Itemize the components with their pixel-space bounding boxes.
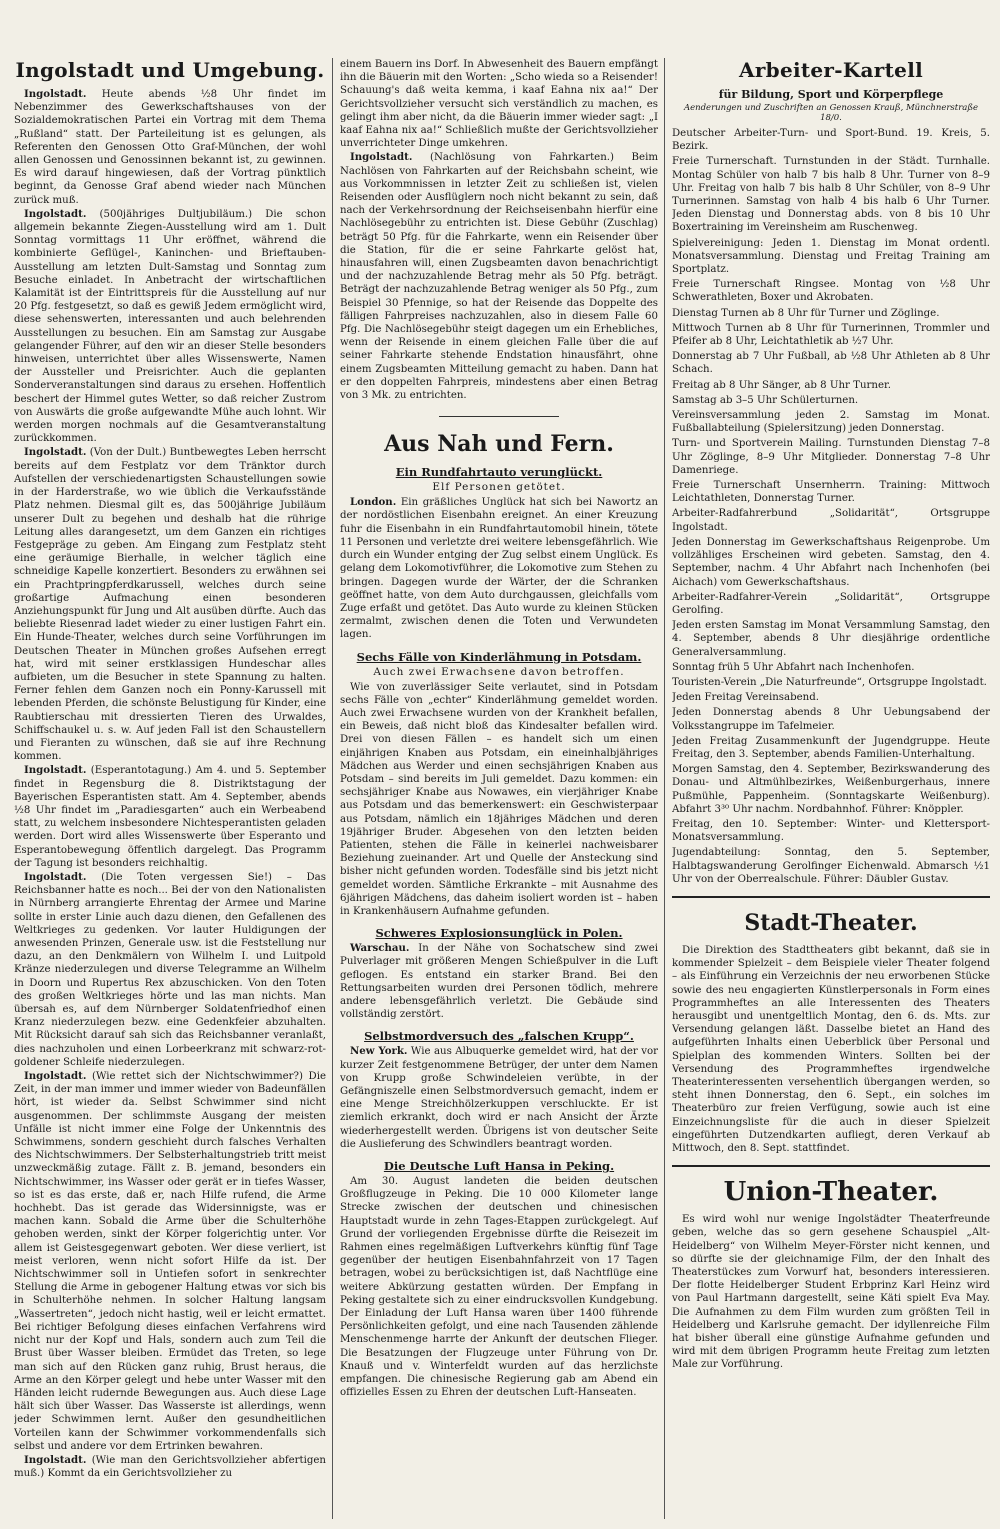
- article-body: Wie von zuverlässiger Seite verlautet, sind in Potsdam sechs Fälle von „echter“ Kinderlähmung gemeldet worden. Auch zwei Erwachsene wurden von der Krankheit befallen, ein Beweis, daß nicht bloß das Kindesalter befallen wird. Drei von diesen Fällen – es handelt sich um einen einjährigen Knaben aus Potsdam, ein eineinhalbjähriges Mädchen aus Werder und einen sechsjährigen Knaben aus Potsdam – sind bereits im Juli gemeldet. Dazu kommen: ein sechsjähriger Knabe aus Nowawes, ein vierjähriger Knabe aus Potsdam und das bemerkenswert: ein Geschwisterpaar aus Potsdam, nämlich ein 18jähriges Mädchen und deren 19jähriger Bruder. Abgesehen von den letzten beiden Patienten, stehen die Fälle in keinerlei nachweisbarer Beziehung zueinander. Art und Quelle der Ansteckung sind bisher nicht gefunden worden. Todesfälle sind bis jetzt nicht gemeldet worden. Sämtliche Erkrankte – mit Ausnahme des 6jährigen Mädchens, das daheim isoliert worden ist – haben in Krankenhäusern Aufnahme gefunden.: [340, 681, 658, 917]
- article-paragraph: [340, 942, 658, 1021]
- club-entry: Morgen Samstag, den 4. September, Bezirkswanderung des Donau- und Altmühlbezirkes, Weißenburgerhaus, innere Pußmühle, Pappenheim. (Sonntagskarte Weißenburg). Abfahrt 3³⁰ Uhr nachm. Nordbahnhof. Führer: Knöppler.: [672, 764, 990, 815]
- article-body: (Nachlösung von Fahrkarten.) Beim Nachlösen von Fahrkarten auf der Reichsbahn scheint, wie aus Vorkommnissen in letzter Zeit zu schließen ist, vielen Reisenden oder Ausflüglern noch nicht bekannt zu sein, daß nach der Verkehrsordnung der Reichseisenbahn hierfür eine Nachlösegebühr zu entrichten ist. Diese Gebühr (Zuschlag) beträgt 50 Pfg. für die Fahrkarte, wenn ein Reisender über die Station, für die er seine Fahrkarte gelöst hat, hinausfahren will, einen Zugsbeamten davon benachrichtigt und der nachzuzahlende Betrag mehr als 50 Pfg. beträgt. Beträgt der nachzuzahlende Betrag weniger als 50 Pfg., zum Beispiel 30 Pfennige, so hat der Reisende das Doppelte des fälligen Fahrpreises nachzuzahlen, also in diesem Falle 60 Pfg. Die Nachlösegebühr steigt dagegen um ein Erhebliches, wenn der Reisende in einem gleichen Falle über die auf seiner Fahrkarte stehende Endstation hinausfährt, ohne einem Zugsbeamten Mitteilung gemacht zu haben. Dann hat er den doppelten Fahrpreis, mindestens aber einen Betrag von 3 Mk. zu entrichten.: [340, 152, 658, 402]
- stadt-theater-box: [672, 896, 990, 1155]
- club-entry: Freie Turnerschaft. Turnstunden in der Städt. Turnhalle. Montag Schüler von halb 7 bis halb 8 Uhr. Turner von 8–9 Uhr. Freitag von halb 7 bis halb 8 Uhr Schüler, von 8–9 Uhr Turnerinnen. Samstag von halb 4 bis halb 6 Uhr Turner. Jeden Dienstag und Donnerstag abds. von 8 bis 10 Uhr Boxertraining im Vereinsheim am Ruschenweg.: [672, 156, 990, 234]
- club-entry: Mittwoch Turnen ab 8 Uhr für Turnerinnen, Trommler und Pfeifer ab 8 Uhr, Leichtathletik ab ½7 Uhr.: [672, 322, 990, 348]
- club-entry: Freitag, den 10. September: Winter- und Klettersport-Monatsversammlung.: [672, 818, 990, 844]
- article-lead: Ingolstadt.: [24, 446, 87, 459]
- article-title: Die Deutsche Luft Hansa in Peking.: [383, 1159, 615, 1174]
- club-entry: Vereinsversammlung jeden 2. Samstag im Monat. Fußballabteilung (Spielersitzung) jeden Donnerstag.: [672, 410, 990, 435]
- club-entry: Jeden ersten Samstag im Monat Versammlung Samstag, den 4. September, abends 8 Uhr diesjährige ordentliche Generalversammlung.: [672, 620, 990, 658]
- local-news-item: [14, 1454, 326, 1480]
- article-subtitle: Auch zwei Erwachsene davon betroffen.: [373, 665, 625, 678]
- club-entry: Arbeiter-Radfahrer-Verein „Solidarität“, Ortsgruppe Gerolfing.: [672, 591, 990, 616]
- club-entry: Deutscher Arbeiter-Turn- und Sport-Bund. 19. Kreis, 5. Bezirk.: [672, 128, 990, 153]
- section-heading-union-theater: Union-Theater.: [723, 1177, 939, 1208]
- article-body: In der Nähe von Sochatschew sind zwei Pulverlager mit größeren Mengen Schießpulver in die Luft geflogen. Es entstand ein starker Brand. Bei den Rettungsarbeiten wurden drei Personen tödlich, mehrere andere lebensgefährlich verletzt. Die Gebäude sind vollständig zerstört.: [340, 943, 658, 1021]
- club-entry: Jugendabteilung: Sonntag, den 5. September, Halbtagswanderung Gerolfinger Eichenwald. Abmarsch ½1 Uhr von der Oberrealschule. Führer: Däubler Gustav.: [672, 847, 990, 885]
- article-body: Heute abends ½8 Uhr findet im Nebenzimmer des Gewerkschaftshauses von der Sozialdemokratischen Partei ein Vortrag mit dem Thema „Rußland“ statt. Der Parteileitung ist es gelungen, als Referenten den Genossen Otto Graf-München, der wohl allen Genossen und Genossinnen bekannt ist, zu gewinnen. Es wird darauf hingewiesen, daß der Vortrag pünktlich beginnt, da Genosse Graf abend wieder nach München zurück muß.: [14, 89, 326, 206]
- club-entry: Spielvereinigung: Jeden 1. Dienstag im Monat ordentl. Monatsversammlung. Dienstag und Freitag Training am Sportplatz.: [672, 237, 990, 276]
- news-article-list: [340, 465, 658, 1399]
- article-body: Am 30. August landeten die beiden deutschen Großflugzeuge in Peking. Die 10 000 Kilometer lange Strecke zwischen der deutschen und chinesischen Hauptstadt wurde in zehn Tages-Etappen zurückgelegt. Auf Grund der vorliegenden Ergebnisse dürfte die Reisezeit im Rahmen eines regelmäßigen Luftverkehrs künftig fünf Tage gegenüber der heutigen Eisenbahnfahrzeit von 17 Tagen betragen, wobei zu berücksichtigen ist, daß Nachtflüge eine weitere Abkürzung gestatten würden. Der Empfang in Peking gestaltete sich zu einer eindrucksvollen Kundgebung. Der Einladung der Luft Hansa waren über 1400 führende Persönlichkeiten gefolgt, und eine nach Tausenden zählende Menschenmenge harrte der Ankunft der deutschen Flieger. Die Besatzungen der Flugzeuge unter Führung von Dr. Knauß und v. Winterfeldt wurden auf das herzlichste empfangen. Die chinesische Regierung gab am Abend ein offizielles Essen zu Ehren der deutschen Luft-Hanseaten.: [340, 1176, 658, 1399]
- club-entry: Jeden Freitag Zusammenkunft der Jugendgruppe. Heute Freitag, den 3. September, abends Familien-Unterhaltung.: [672, 735, 990, 760]
- club-entry: Freitag ab 8 Uhr Sänger, ab 8 Uhr Turner.: [672, 379, 891, 391]
- section-heading-arbeiter-kartell: Arbeiter-Kartell: [739, 58, 923, 82]
- article-paragraph: [340, 1045, 658, 1151]
- divider: [439, 416, 559, 417]
- local-news-item: [14, 1070, 326, 1453]
- club-entry: Freie Turnerschaft Ringsee. Montag von ½8 Uhr Schwerathleten, Boxer und Akrobaten.: [672, 279, 990, 304]
- article-fare: [340, 151, 658, 402]
- article-title: Ein Rundfahrtauto verunglückt.: [395, 465, 603, 480]
- union-theater-box: [672, 1165, 990, 1371]
- article-body: Ein gräßliches Unglück hat sich bei Nawortz an der nordöstlichen Eisenbahn ereignet. An einer Kreuzung fuhr die Eisenbahn in ein Rundfahrtautomobil hinein, tötete 11 Personen und verletzte drei weitere lebensgefährlich. Wie durch ein Wunder entging der Zug selbst einem Unglück. Es gelang dem Lokomotivführer, die Lokomotive zum Stehen zu bringen. Dagegen wurde der Wärter, der die Schranken geöffnet hatte, von dem Auto durchgaussen, gleichfalls vom Zuge erfaßt und getötet. Das Auto wurde zu kleinen Stücken zermalmt, zwischen denen die Toten und Verwundeten lagen.: [340, 497, 658, 641]
- club-entry: Turn- und Sportverein Mailing. Turnstunden Dienstag 7–8 Uhr Zöglinge, 8–9 Uhr Mitglieder. Donnerstag 7–8 Uhr Damenriege.: [672, 438, 990, 476]
- article-lead: Ingolstadt.: [24, 764, 87, 777]
- club-entry: Jeden Donnerstag im Gewerkschaftshaus Reigenprobe. Um vollzähliges Erscheinen wird gebeten. Samstag, den 4. September, nachm. 4 Uhr Abfahrt nach Inchenhofen (bei Aichach) vom Gewerkschaftshaus.: [672, 536, 990, 588]
- article-title: Schweres Explosionsunglück in Polen.: [375, 926, 623, 941]
- club-entry: Freie Turnerschaft Unsernherrn. Training: Mittwoch Leichtathleten, Donnerstag Turner.: [672, 480, 990, 505]
- article-lead: Ingolstadt.: [24, 207, 87, 220]
- article-body: (Wie rettet sich der Nichtschwimmer?) Die Zeit, in der man immer und immer wieder von Badeunfällen hört, ist wieder da. Selbst Schwimmer sind nicht ausgenommen. Der schlimmste Ausgang der meisten Unfälle ist nicht immer eine Folge der Unkenntnis des Schwimmens, sondern geschieht durch falsches Verhalten des Nichtschwimmers. Der Selbsterhaltungstrieb tritt meist unzweckmäßig zutage. Fällt z. B. jemand, besonders ein Nichtschwimmer, ins Wasser oder gerät er in tiefes Wasser, so ist es das erste, daß er, nach Hilfe rufend, die Arme hochhebt. Das ist gerade das Widersinnigste, was er machen kann. Sobald die Arme über die Schulterhöhe gehoben werden, sinkt der Körper folgerichtig unter. Vor allem ist Geistesgegenwart geboten. Wer diese verliert, ist meist verloren, wenn nicht sofort Hilfe da ist. Der Nichtschwimmer soll in Untiefen sofort in senkrechter Stellung die Arme in gebogener Haltung etwas vor sich bis in Schulterhöhe nehmen. In solcher Haltung langsam „Wassertreten“, jedoch nicht hastig, weil er leicht ermattet. Bei richtiger Befolgung dieses einfachen Verfahrens wird nicht nur der Kopf und Hals, sondern auch zum Teil die Brust über Wasser bleiben. Ermüdet das Treten, so lege man sich auf den Rücken ganz ruhig, Brust heraus, die Arme an den Körper gelegt und hebe unter Wasser mit den Händen leicht rudernde Bewegungen aus. Auch diese Lage hält sich über Wasser. Das Wasserste ist allerdings, wenn jeder Schwimmen lernt. Außer den gesundheitlichen Vorteilen kann der Schwimmer vorkommendenfalls sich selbst und andere vor dem Ertrinken bewahren.: [14, 1071, 326, 1452]
- article-body: (500jähriges Dultjubiläum.) Die schon allgemein bekannte Ziegen-Ausstellung wird am 1. Dult Sonntag vormittags 11 Uhr eröffnet, während die kombinierte Geflügel-, Kaninchen- und Brieftauben-Ausstellung am letzten Dult-Samstag und Sonntag zum Besuche einladet. In Anbetracht der wirtschaftlichen Kalamität ist der Eintrittspreis für die Ausstellung auf nur 20 Pfg. festgesetzt, so daß es gewiß Jedem ermöglicht wird, diese sehenswerten, interessanten und auch belehrenden Ausstellungen zu besuchen. Ein am Samstag zur Ausgabe gelangender Führer, auf den wir an dieser Stelle besonders hinweisen, unterrichtet über alles Wissenswerte, Namen der Aussteller und Preisrichter. Auch die geplanten Sonderveranstaltungen sind daraus zu ersehen. Hoffentlich beschert der Himmel gutes Wetter, so daß reicher Zustrom von Auswärts die große aufgewandte Mühe auch lohnt. Wir werden morgen nochmals auf die Gesamtveranstaltung zurückkommen.: [14, 208, 326, 445]
- column-local-news: [14, 58, 326, 1519]
- article-subtitle: Elf Personen getötet.: [432, 481, 566, 494]
- section-note: Aenderungen und Zuschriften an Genossen Krauß, Münchnerstraße 18/0.: [683, 103, 979, 123]
- section-subheading: für Bildung, Sport und Körperpflege: [718, 88, 944, 101]
- union-theater-text: Es wird wohl nur wenige Ingolstädter Theaterfreunde geben, welche das so gern gesehene Schauspiel „Alt-Heidelberg“ von Wilhelm Meyer-Förster nicht kennen, und so dürfte sie der gleichnamige Film, der den Inhalt des Theaterstückes zum Vorwurf hat, besonders interessieren. Der flotte Heidelberger Student Erbprinz Karl Heinz wird von Paul Hartmann dargestellt, seine Käti spielt Eva May. Die Aufnahmen zu dem Film wurden zum größten Teil in Heidelberg und Karlsruhe gemacht. Der idyllenreiche Film hat bisher überall eine günstige Aufnahme gefunden und wird mit dem übrigen Programm heute Freitag zum letzten Male zur Vorführung.: [672, 1214, 990, 1371]
- article-body: (Die Toten vergessen Sie!) – Das Reichsbanner hatte es noch... Bei der von den Nationalisten in Nürnberg arrangierte Ehrentag der Armee und Marine sollte in erster Linie auch dazu dienen, den Gefallenen des Weltkrieges zu gedenken. Vor lauter Huldigungen der anwesenden Prinzen, Generale usw. ist die Feststellung nur dazu, an den Denkmälern von Wilhelm I. und Luitpold Kränze niederzulegen und diverse Telegramme an Wilhelm in Doorn und Rupertus Rex abzuschicken. Von den Toten des großen Weltkrieges hörte und las man nichts. Man übersah es, auf dem Nürnberger Soldatenfriedhof einen Kranz niederzulegen bezw. eine Gedenkfeier abzuhalten. Mit Rücksicht darauf sah sich das Reichsbanner veranlaßt, dies nachzuholen und einen Lorbeerkranz mit schwarz-rot-goldener Schleife niederzulegen.: [14, 871, 326, 1068]
- club-entry: Donnerstag ab 7 Uhr Fußball, ab ½8 Uhr Athleten ab 8 Uhr Schach.: [672, 351, 990, 376]
- article-paragraph: [340, 496, 658, 641]
- section-heading-ingolstadt: Ingolstadt und Umgebung.: [15, 58, 325, 82]
- column-clubs-theater: [672, 58, 990, 1519]
- local-news-item: [14, 764, 326, 870]
- article-title: Selbstmordversuch des „falschen Krupp“.: [364, 1029, 634, 1044]
- column-news: [340, 58, 658, 1519]
- column-rule: [332, 58, 333, 1519]
- club-entry: Samstag ab 3–5 Uhr Schülerturnen.: [672, 394, 859, 406]
- continued-article: einem Bauern ins Dorf. In Abwesenheit des Bauern empfängt ihn die Bäuerin mit den Worten: „Scho wieda so a Reisender! Schauung's daß weita kemma, i kaaf Eahna nix aa!“ Der Gerichtsvollzieher versucht sich verständlich zu machen, es gelingt ihm aber nicht, da die Bäuerin immer wieder sagt: „I kaaf Eahna nix aa!“ Schließlich mußte der Gerichtsvollzieher unverrichteter Dinge umkehren.: [340, 59, 658, 150]
- club-entry: Arbeiter-Radfahrerbund „Solidarität“, Ortsgruppe Ingolstadt.: [672, 508, 990, 533]
- club-entry: Jeden Donnerstag abends 8 Uhr Uebungsabend der Volksstangruppe im Tafelmeier.: [672, 707, 990, 732]
- article-lead: New York.: [350, 1045, 408, 1058]
- article-lead: Ingolstadt.: [24, 1070, 87, 1083]
- local-news-list: [14, 88, 326, 1480]
- club-entry: Jeden Freitag Vereinsabend.: [672, 692, 819, 704]
- article-lead: Ingolstadt.: [24, 1453, 87, 1466]
- article-lead: Ingolstadt.: [24, 870, 87, 883]
- local-news-item: [14, 446, 326, 763]
- local-news-item: [14, 871, 326, 1069]
- article-lead: Ingolstadt.: [24, 88, 87, 100]
- article-lead: London.: [350, 496, 397, 509]
- article-body: (Wie man den Gerichtsvollzieher abfertigen muß.) Kommt da ein Gerichtsvollzieher zu: [14, 1454, 326, 1480]
- article-lead: Ingolstadt.: [350, 151, 413, 164]
- section-heading-aus-nah-und-fern: Aus Nah und Fern.: [384, 431, 614, 458]
- local-news-item: [14, 208, 326, 446]
- column-rule: [664, 58, 665, 1519]
- article-paragraph: [340, 681, 658, 919]
- section-heading-stadt-theater: Stadt-Theater.: [744, 909, 918, 936]
- club-entry: Dienstag Turnen ab 8 Uhr für Turner und Zöglinge.: [672, 307, 940, 319]
- stadt-theater-text: Die Direktion des Stadttheaters gibt bekannt, daß sie in kommender Spielzeit – dem Beispiele vieler Theater folgend – als Einführung ein Verzeichnis der neu erworbenen Stücke sowie des neu engagierten Künstlerpersonals in Form eines Programmheftes an alle Interessenten des Theaters herausgibt und unentgeltlich Montag, den 6. ds. Mts. zur Versendung gelangen läßt. Dasselbe bietet an Hand des aufgeführten Inhalts einen Ueberblick über Personal und Spielplan des kommenden Winters. Sollten bei der Versendung des Programmheftes irgendwelche Theaterinteressenten versehentlich übergangen werden, so steht ihnen Donnerstag, den 6. Sept., ein solches im Theaterbüro zur freien Verfügung, sowie auch ist eine Einzeichnungsliste für die auch in dieser Spielzeit eingeführten Dutzendkarten aufliegt, deren Verkauf ab Mittwoch, den 8. Sept. stattfindet.: [672, 944, 990, 1155]
- local-news-item: [14, 88, 326, 207]
- article-lead: Warschau.: [350, 942, 410, 955]
- club-entry: Sonntag früh 5 Uhr Abfahrt nach Inchenhofen.: [672, 661, 915, 673]
- club-entry: Touristen-Verein „Die Naturfreunde“, Ortsgruppe Ingolstadt.: [672, 676, 987, 688]
- article-body: Wie aus Albuquerke gemeldet wird, hat der vor kurzer Zeit festgenommene Betrüger, der unter dem Namen von Krupp große Schwindeleien verübte, in der Gefängniszelle einen Selbstmordversuch gemacht, indem er eine Menge Streichhölzerkuppen verschluckte. Er ist ziemlich erkrankt, doch wird er nach Ansicht der Ärzte wiederhergestellt werden. Übrigens ist von deutscher Seite die Auslieferung des Schwindlers beantragt worden.: [340, 1046, 658, 1150]
- article-title: Sechs Fälle von Kinderlähmung in Potsdam.: [356, 649, 642, 664]
- article-paragraph: [340, 1175, 658, 1399]
- article-body: (Esperantotagung.) Am 4. und 5. September findet in Regensburg die 8. Distriktstagung der Bayerischen Esperantisten statt. Am 4. September, abends ½8 Uhr findet im „Paradiesgarten“ auch ein Werbeabend statt, zu welchem insbesondere Nichtesperantisten geladen werden. Dort wird alles Wissenswerte über Esperanto und Esperantobewegung öffentlich dargelegt. Das Programm der Tagung ist besonders reichhaltig.: [14, 765, 326, 869]
- article-body: (Von der Dult.) Buntbewegtes Leben herrscht bereits auf dem Festplatz vor dem Tränktor durch Aufstellen der verschiedenartigsten Schaustellungen sowie in der Harderstraße, wo wie üblich die Verkaufsstände Platz nehmen. Diesmal gilt es, das 500jährige Jubiläum unserer Dult zu begehen und deshalb hat die rührige Leitung alles darangesetzt, um dem Ganzen ein richtiges Festgepräge zu geben. Am Eingang zum Festplatz steht eine geräumige Bierhalle, in welcher täglich eine schneidige Kapelle konzertiert. Besonders zu erwähnen sei ein Prachtpringpferdkarussell, welches durch seine großartige Aufmachung einen besonderen Anziehungspunkt für Jung und Alt ausüben dürfte. Auch das beliebte Riesenrad ladet wieder zu einer lustigen Fahrt ein. Ein Hunde-Theater, welches durch seine Vorführungen im Deutschen Theater in München großes Aufsehen erregt hat, wird mit seiner erstklassigen Hundeschar alles aufbieten, um die Besucher in stete Spannung zu halten. Ferner fehlen dem Ganzen noch ein Ponny-Karussell mit lebenden Pferden, die schönste Belustigung für Kinder, eine Raubtierschau mit dressierten Tieren des Urwaldes, Schiffschaukel u. s. w. Auf jeden Fall ist den Schaustellern und Fieranten zu wünschen, daß sie auf ihre Rechnung kommen.: [14, 447, 326, 763]
- club-entry-list: [672, 127, 990, 886]
